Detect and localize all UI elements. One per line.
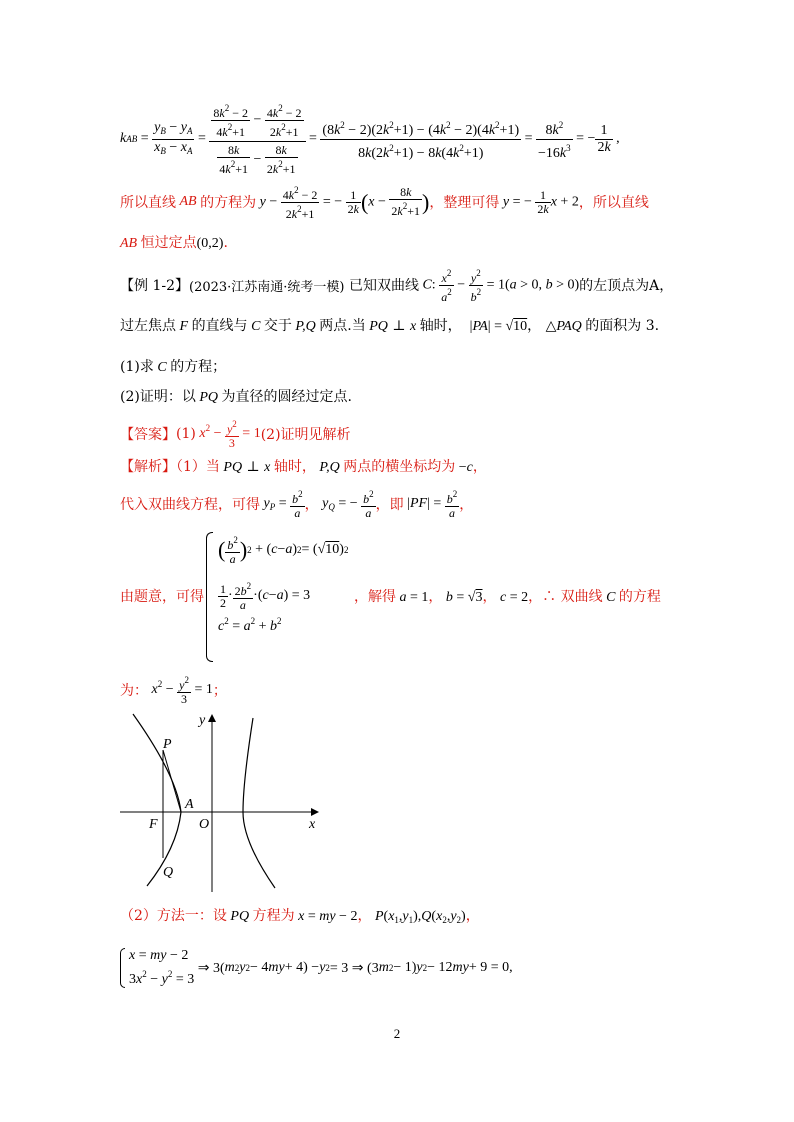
- label-A: A: [185, 797, 194, 812]
- substitution-line: 代入双曲线方程，可得 $y_P$ = $\frac{b^2}{a}$ ， $y_Q$ = − $\frac{b^2}{a}$ ，即 |PF| = $\frac{b^2}{a}$ ，: [120, 489, 474, 520]
- left-branch: [133, 714, 181, 886]
- equation-system: ( $\frac{b^2}{a}$ ) 2 + ( c − a ) 2 = (√ 10 ) 2 $\frac{1}{2}$ · $\frac{2b^2}{a}$ ·( c − a ) = 3 $c^2 = a^2 + b^2$: [206, 528, 366, 664]
- hyperbola-result: 为： $x^2$ − $\frac{y^2}{3}$ = 1 ；: [120, 675, 227, 706]
- segment-PA: [163, 750, 181, 812]
- system-solution: ，解得 a = 1， b = √3， c = 2，∴ 双曲线 C 的方程: [354, 589, 661, 605]
- question-1: (1)求 C 的方程；: [120, 359, 227, 375]
- label-Q: Q: [163, 865, 174, 880]
- label-y: y: [199, 713, 206, 728]
- question-2: (2)证明：以 PQ 为直径的圆经过定点.: [120, 389, 352, 405]
- y-axis-arrow: [208, 714, 216, 722]
- elimination-line: x = my − 2 $3x^2 - y^2 = 3$ ⇒ 3( m 2 y 2 − 4 my + 4) − y 2 = 3 ⇒ (3 m 2 − 1) y 2 − 12 my + 9 = 0,: [120, 944, 513, 992]
- system-label: 由题意，可得: [120, 589, 204, 605]
- example-conditions: 过左焦点 F 的直线与 C 交于 P,Q 两点.当 PQ ⊥ x 轴时， |PA| = √10， △PAQ 的面积为 3.: [120, 318, 660, 334]
- label-P: P: [163, 737, 172, 752]
- answer-line: 【答案】 (1) $x^2$ − $\frac{y^2}{3}$ = 1 (2)证明见解析: [120, 419, 351, 450]
- hyperbola-graph: [115, 706, 330, 896]
- label-F: F: [149, 817, 158, 832]
- example-header: 【例 1-2】 (2023·江苏南通·统考一模) 已知双曲线 C: $\frac{x^2}{a^2}$ − $\frac{y^2}{b^2}$ = 1(a > 0, b > 0) 的左顶点为A，: [120, 267, 674, 304]
- x-axis-arrow: [311, 808, 319, 816]
- label-O: O: [199, 817, 210, 832]
- method-one-line: （2）方法一：设 PQ 方程为 x = my − 2， $P(x_1,y_1),Q(x_2,y_2)$，: [120, 908, 480, 925]
- line-AB-equation: 所以直线 AB 的方程为 y − $\frac{4k^2 - 2}{2k^2+1}$ = − $\frac{1}{2k}$ (x − $\frac{8k}{2k^2+1}$ ) ，整理可得 y = − $\frac{1}{2k}$ x + 2 ，所以直线: [120, 184, 649, 221]
- right-branch: [243, 718, 275, 888]
- fixed-point-line: AB 恒过定点(0,2).: [120, 235, 228, 251]
- slope-equation: k AB = $\frac{y_B - y_A}{x_B - x_A}$ = $\frac{8k^2 - 2}{4k^2+1}$ − $\frac{4k^2 - 2}{2k^2+1}$ $\frac{8k}{4k^2+1}$ − $\frac{8k}{2k^2+1}$ = $\frac{(8k^2 - 2)(2k^2+1) - (4k^2 - 2)(4k^2+1)}{8k(2k^2+1) - 8k(4k^2+1)}$ = $\frac{8k^2}{-16k^3}$ = − $\frac{1}{2k}$ ,: [120, 104, 620, 174]
- page-number: 2: [393, 1026, 401, 1041]
- analysis-line-1: 【解析】（1）当 PQ ⊥ x 轴时， P,Q 两点的横坐标均为 −c，: [120, 459, 487, 475]
- label-x: x: [309, 817, 316, 832]
